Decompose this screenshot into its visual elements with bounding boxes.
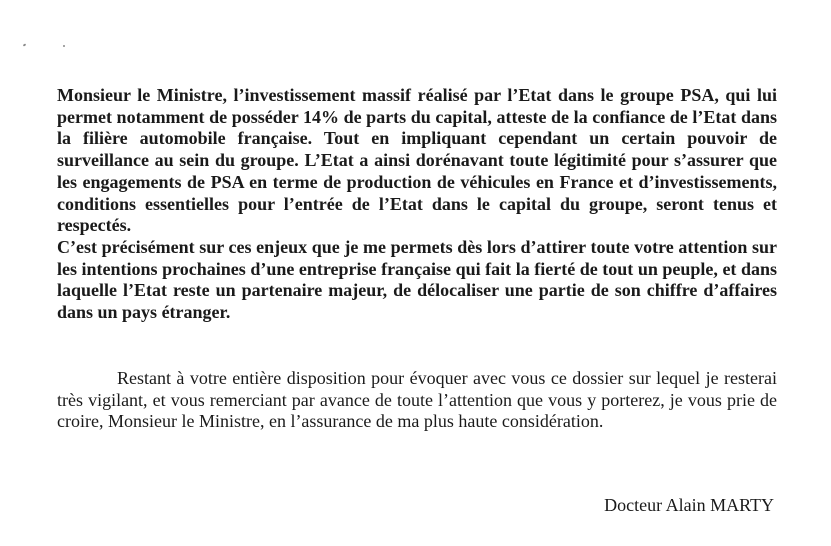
scan-speck (63, 45, 65, 47)
letter-body-bold (57, 85, 777, 324)
scan-speck (23, 43, 27, 46)
body-paragraph-relocation: C’est précisément sur ces enjeux que je me permets dès lors d’attirer toute votre attention sur les intentions prochaines d’une entreprise française qui fait la fierté de tout un peuple, et dans laquelle l’Etat reste un partenaire majeur, de délocaliser une partie de son chiffre d’affaires dans un pays étranger. (57, 236, 777, 323)
closing-paragraph: Restant à votre entière disposition pour évoquer avec vous ce dossier sur lequel je resterai très vigilant, et vous remerciant par avance de toute l’attention que vous y porterez, je vous prie de croire, Monsieur le Ministre, en l’assurance de ma plus haute considération. (57, 368, 777, 431)
signature: Docteur Alain MARTY (604, 495, 774, 515)
body-paragraph-investment: Monsieur le Ministre, l’investissement massif réalisé par l’Etat dans le groupe PSA, qui lui permet notamment de posséder 14% de parts du capital, atteste de la confiance de l’Etat dans la filière automobile française. Tout en impliquant cependant un certain pouvoir de surveillance au sein du groupe. L’Etat a ainsi dorénavant toute légitimité pour s’assurer que les engagements de PSA en terme de production de véhicules en France et d’investissements, conditions essentielles pour l’entrée de l’Etat dans le capital du groupe, seront tenus et respectés. (57, 85, 777, 236)
